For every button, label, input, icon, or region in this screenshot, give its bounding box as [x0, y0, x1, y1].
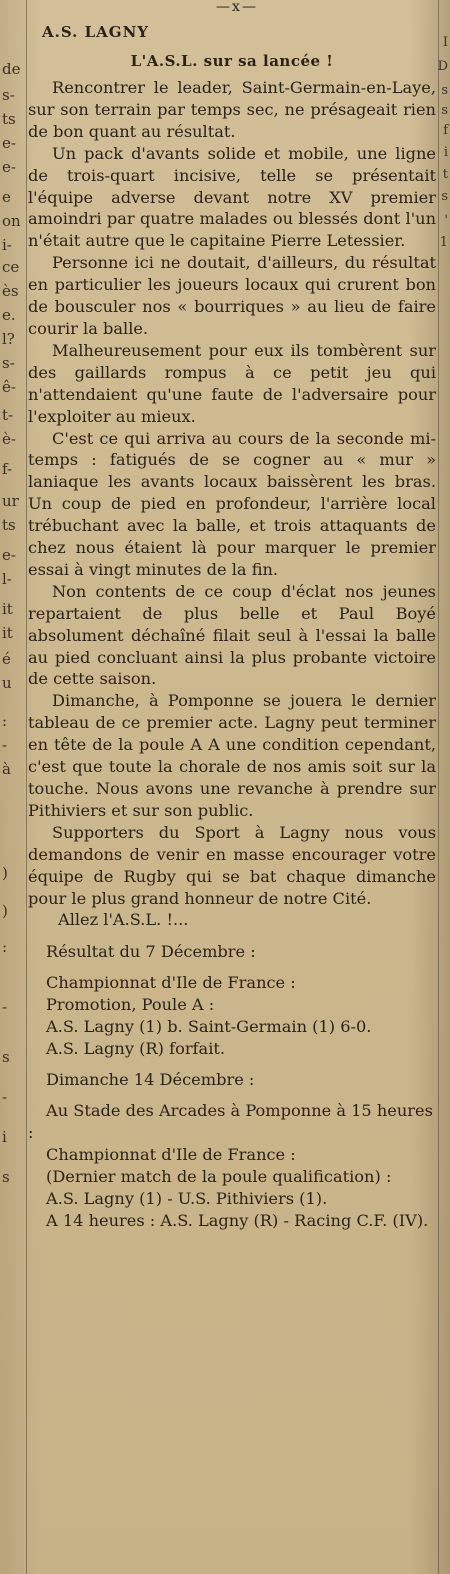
left-margin-fragment: e- — [2, 546, 16, 564]
results-title: Résultat du 7 Décembre : — [46, 942, 256, 962]
right-margin-fragment: ' — [444, 213, 448, 228]
left-margin-fragment: de — [2, 60, 21, 78]
fixtures-match-2: A 14 heures : A.S. Lagny (R) - Racing C.F. (IV). — [46, 1211, 429, 1231]
left-margin-fragment: : — [2, 712, 8, 730]
rugby-article — [28, 0, 436, 1232]
paragraph: Un pack d'avants solide et mobile, une ligne de trois-quart incisive, telle se présentait l'équipe adverse devant notre XV premier amoindri par quatre malades ou blessés dont l'un n'était autre que le capitaine Pierre Letessier. — [28, 143, 436, 251]
left-margin-fragment: i — [2, 1128, 7, 1146]
left-margin-fragment: on — [2, 212, 21, 230]
left-margin-fragment: e. — [2, 306, 16, 324]
results-division: Promotion, Poule A : — [46, 995, 215, 1015]
paragraph: Non contents de ce coup d'éclat nos jeunes repartaient de plus belle et Paul Boyé absolument déchaîné filait seul à l'essai la balle au pied concluant ainsi la plus probante victoire de cette saison. — [28, 581, 436, 689]
left-margin-fragment: à — [2, 760, 11, 778]
left-margin-fragment: e- — [2, 158, 16, 176]
right-margin-fragment: f — [443, 123, 448, 138]
left-margin-fragment: s- — [2, 354, 15, 372]
left-margin-fragment: s — [2, 1168, 10, 1186]
left-margin-fragment: u — [2, 674, 12, 692]
left-margin-fragment: l? — [2, 330, 15, 348]
left-margin-fragment: ) — [2, 902, 8, 920]
left-margin-fragment: f- — [2, 460, 13, 478]
cheer-line: Allez l'A.S.L. !... — [58, 910, 189, 930]
left-margin-fragment: e — [2, 188, 11, 206]
left-margin-fragment: it — [2, 600, 13, 618]
separator-mark: —x— — [216, 0, 258, 15]
results-block — [28, 941, 436, 1232]
results-competition: Championnat d'Ile de France : — [46, 973, 296, 993]
left-margin-fragment: e- — [2, 134, 16, 152]
fixtures-competition: Championnat d'Ile de France : — [46, 1145, 296, 1165]
left-margin-fragment: é — [2, 650, 11, 668]
section-heading: A.S. LAGNY — [42, 23, 150, 41]
left-margin-fragment: l- — [2, 570, 12, 588]
fixtures-match-1: A.S. Lagny (1) - U.S. Pithiviers (1). — [46, 1189, 328, 1209]
left-margin-fragment: it — [2, 624, 13, 642]
left-margin-fragment: t- — [2, 406, 14, 424]
right-margin-fragment: s — [441, 103, 448, 118]
paragraph: C'est ce qui arriva au cours de la seconde mi-temps : fatigués de se cogner au « mur » laniaque les avants locaux baissèrent les bras. Un coup de pied en profondeur, l'arrière local trébuchant avec la balle, et trois attaquants de chez nous étaient là pour marquer le premier essai à vingt minutes de la fin. — [28, 428, 436, 579]
left-margin-fragment: s- — [2, 86, 15, 104]
right-margin-fragment: D — [437, 59, 448, 74]
left-margin-fragment: s — [2, 1048, 10, 1066]
left-margin-fragment: - — [2, 736, 8, 754]
column-rule-left — [26, 0, 27, 1574]
left-column-fragments — [0, 0, 26, 1574]
left-margin-fragment: : — [2, 938, 8, 956]
right-margin-fragment: s — [441, 83, 448, 98]
left-margin-fragment: ) — [2, 864, 8, 882]
fixtures-note: (Dernier match de la poule qualification) : — [46, 1167, 392, 1187]
right-margin-fragment: 1 — [439, 235, 448, 250]
left-margin-fragment: ê- — [2, 378, 16, 396]
fixtures-venue: Au Stade des Arcades à Pomponne à 15 heures : — [28, 1101, 433, 1143]
article-headline: L'A.S.L. sur sa lancée ! — [130, 52, 334, 70]
right-margin-fragment: t — [442, 167, 448, 182]
left-margin-fragment: ès — [2, 282, 19, 300]
right-margin-fragment: s — [441, 189, 448, 204]
left-margin-fragment: è- — [2, 430, 16, 448]
left-margin-fragment: ce — [2, 258, 20, 276]
paragraph: Malheureusement pour eux ils tombèrent sur des gaillards rompus à ce petit jeu qui n'attendaient qu'une faute de l'adversaire pour l'exploiter au mieux. — [28, 340, 436, 426]
fixtures-title: Dimanche 14 Décembre : — [46, 1070, 255, 1090]
left-margin-fragment: ts — [2, 110, 16, 128]
left-margin-fragment: - — [2, 1088, 8, 1106]
paragraph: Personne ici ne doutait, d'ailleurs, du résultat en particulier les joueurs locaux qui crurent bon de bousculer nos « bourriques » au lieu de faire courir la balle. — [28, 253, 436, 338]
left-margin-fragment: - — [2, 998, 8, 1016]
left-margin-fragment: i- — [2, 236, 12, 254]
right-margin-fragment: I — [442, 35, 448, 50]
results-match-1: A.S. Lagny (1) b. Saint-Germain (1) 6-0. — [46, 1017, 372, 1037]
right-column-fragments — [436, 0, 450, 1574]
paragraph: Dimanche, à Pomponne se jouera le dernier tableau de ce premier acte. Lagny peut terminer en tête de la poule A A une condition cependant, c'est que toute la chorale de nos amis soit sur la touche. Nous avons une revanche à prendre sur Pithiviers et sur son public. — [28, 691, 436, 820]
results-match-2: A.S. Lagny (R) forfait. — [46, 1039, 226, 1059]
paragraph: Rencontrer le leader, Saint-Germain-en-Laye, sur son terrain par temps sec, ne présageait rien de bon quant au résultat. — [28, 78, 436, 141]
left-margin-fragment: ur — [2, 492, 19, 510]
left-margin-fragment: ts — [2, 516, 16, 534]
right-margin-fragment: i — [443, 145, 448, 160]
paragraph: Supporters du Sport à Lagny nous vous demandons de venir en masse encourager votre équipe de Rugby qui se bat chaque dimanche pour le plus grand honneur de notre Cité. — [28, 822, 436, 908]
